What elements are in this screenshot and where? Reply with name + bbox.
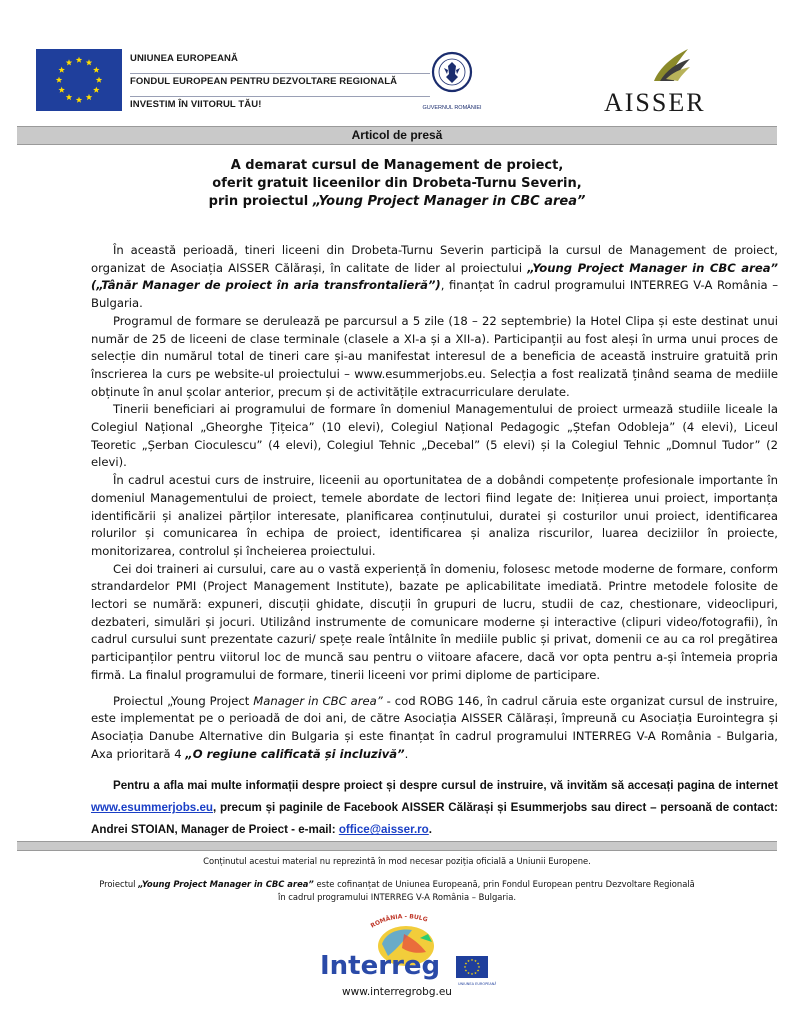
footer-divider-bar — [17, 841, 777, 851]
eu-star-icon — [86, 94, 92, 100]
eu-line-1: UNIUNEA EUROPEANĂ — [130, 51, 430, 74]
paragraph-program: Programul de formare se derulează pe parcursul a 5 zile (18 – 22 septembrie) la Hotel Clipa și este destinat unui număr de 25 de liceeni de clase terminale (clasele a XI-a și a XII-a). Participanții au fost aleși în urma unui proces de selecție din numărul total de tineri care și-au manifestat interesul de a beneficia de această instruire gratuită prin înscrierea la curs pe website-ul proiectului – www.esummerjobs.eu. Selecția a fost realizată ținând seama de mediile obținute în anul școlar anterior, precum și de activitățile extracurriculare derulate. — [91, 313, 778, 399]
eu-star-icon — [66, 59, 72, 65]
eu-star-icon — [66, 94, 72, 100]
romanian-government-logo — [400, 48, 504, 118]
title-line-3-pre: prin proiectul — [208, 194, 313, 209]
paragraph-schools: Tinerii beneficiari ai programului de formare în domeniul Managementului de proiect urmează studiile liceale la Colegiul Național „Gheorghe Țițeica” (10 elevi), Colegiul Național Pedagogic „Ștefan Odobleja” (4 elevi), Liceul Teoretic „Șerban Cioculescu” (4 elevi), Colegiul Tehnic „Decebal” (5 elevi) și la Colegiul Tehnic „Domnul Tudor” (2 elevi). — [91, 402, 778, 470]
p1-text-a: În această perioadă, tineri liceeni din Drobeta-Turnu Severin participă la cursul de Management de proiect, organizat de Asociația AISSER Călărași, în calitate de lider al proiectului — [91, 243, 778, 275]
esummerjobs-link[interactable]: www.esummerjobs.eu — [91, 801, 213, 815]
p1-project-translation: („Tânăr Manager de proiect în aria transfrontalieră”) — [91, 278, 441, 293]
email-link[interactable]: office@aisser.ro — [338, 823, 429, 837]
eu-star-icon — [58, 67, 64, 73]
eu-star-icon — [76, 97, 82, 103]
eu-star-icon — [93, 87, 99, 93]
aisser-logo — [600, 45, 730, 117]
p6-text-b: - cod ROBG 146, în cadrul căruia este organizat cursul de instruire, este implementat pe o perioadă de doi ani, de către Asociația AISSER Călărași, împreună cu Asociația Eurointegra și Asociația Danube Alternative din Bulgaria și este finanțat în cadrul programului INTERREG V-A România - Bulgaria, Axa prioritară 4 — [91, 693, 778, 761]
eu-star-icon — [96, 77, 102, 83]
cofinancing-note — [40, 878, 754, 903]
aisser-leaf-icon — [650, 45, 692, 85]
eu-star-icon — [56, 77, 62, 83]
interreg-arc-label: ROMÂNIA - BULG — [369, 913, 429, 930]
interreg-logo-icon — [316, 908, 496, 990]
title-line-2: oferit gratuit liceenilor din Drobeta-Turnu Severin, — [212, 176, 582, 191]
eu-logo-block — [36, 49, 396, 115]
eu-star-icon — [93, 67, 99, 73]
cofin-post: este cofinanțat de Uniunea Europeană, prin Fondul European pentru Dezvoltare Regională — [313, 879, 695, 889]
p6-text-a: Proiectul „Young Project — [113, 693, 254, 708]
eu-text-lines — [130, 51, 430, 119]
interreg-url[interactable]: www.interregrobg.eu — [342, 986, 452, 998]
eu-star-icon — [76, 57, 82, 63]
cofin-pre: Proiectul — [99, 879, 139, 889]
eu-star-icon — [86, 59, 92, 65]
eu-line-2: FONDUL EUROPEAN PENTRU DEZVOLTARE REGIONALĂ — [130, 74, 430, 97]
government-label: GUVERNUL ROMÂNIEI — [422, 105, 482, 111]
paragraph-trainers: Cei doi traineri ai cursului, care au o vastă experiență în domeniu, folosesc metode moderne de formare, conform strandardelor PMI (Project Management Institute), bazate pe aplicabilitate imediată. Printre metodele folosite de lectori se numără: expuneri, discuții ghidate, discuții în grupuri de lucru, studii de caz, chestionare, videoclipuri, dezbateri, simulări și jocuri. Utilizând instrumente de comunicare moderne și interactive (clipuri video/fotografii), în cadrul cursului sunt prezentate cazuri/ spețe reale întâlnite în mediile public și privat, domenii ce au ca rol pregătirea participanților pentru viitorul loc de muncă sau pentru o viitoare afacere, dacă vor opta pentru a-și întemeia propria firmă. La finalul programului de formare, tinerii liceeni vor primi diplome de participare. — [91, 561, 778, 682]
title-line-1: A demarat cursul de Management de proiect, — [230, 158, 564, 173]
press-article-banner: Articol de presă — [17, 126, 777, 145]
paragraph-project — [91, 693, 778, 764]
interreg-wordmark: Interreg — [320, 951, 441, 981]
eu-star-icon — [58, 87, 64, 93]
contact-text-a: Pentru a afla mai multe informații despre proiect și despre cursul de instruire, vă invităm să accesați pagina de internet — [113, 779, 778, 793]
cofin-project-name: „Young Project Manager in CBC area” — [138, 879, 314, 889]
contact-text-b: , precum și paginile de Facebook AISSER Călărași și Esummerjobs sau direct – persoană de contact: Andrei STOIAN, Manager de Proiect - e-mail: — [91, 801, 778, 837]
eu-flag-icon — [36, 49, 122, 111]
p1-text-c: , finanțat în cadrul programului INTERREG V-A România – Bulgaria. — [91, 278, 778, 311]
paragraph-intro — [91, 242, 778, 313]
paragraph-competences: În cadrul acestui curs de instruire, liceenii au oportunitatea de a dobândi competențe profesionale importante în domeniul Managementului de proiect, temele abordate de lectori fiind legate de: Inițierea unui proiect, importanța identificării și analizei părților interesate, planificarea conținutului, duratei și costurilor unui proiect, identificarea rolurilor și comunicarea în echipa de proiect, identificarea și analiza riscurilor, luarea deciziilor în proiecte, monitorizarea, controlul și încheierea proiectului. — [91, 473, 778, 558]
aisser-name: AISSER — [604, 88, 706, 117]
article-body — [91, 242, 778, 841]
cofinancing-line-1 — [40, 878, 754, 891]
title-project-name: „Young Project Manager in CBC area” — [312, 194, 586, 209]
eu-disclaimer: Conținutul acestui material nu reprezintă în mod necesar poziția oficială a Uniunii Europene. — [203, 856, 591, 866]
interreg-eu-label: UNIUNEA EUROPEANĂ — [458, 982, 496, 986]
p1-project-name: „Young Project Manager in CBC area” — [527, 260, 778, 275]
p6-text-c: . — [404, 746, 409, 761]
article-title — [60, 157, 734, 211]
interreg-logo — [316, 908, 496, 990]
cofinancing-line-2: în cadrul programului INTERREG V-A România – Bulgaria. — [278, 891, 516, 902]
contact-text-c: . — [428, 823, 432, 837]
eu-line-3: INVESTIM ÎN VIITORUL TĂU! — [130, 99, 262, 110]
p6-axis-name: „O regiune calificată și incluzivă” — [185, 746, 405, 761]
title-line-3 — [60, 193, 734, 211]
paragraph-contact — [91, 775, 778, 841]
government-seal-icon — [431, 50, 473, 102]
p6-project-name: Manager in CBC area” — [253, 693, 383, 708]
